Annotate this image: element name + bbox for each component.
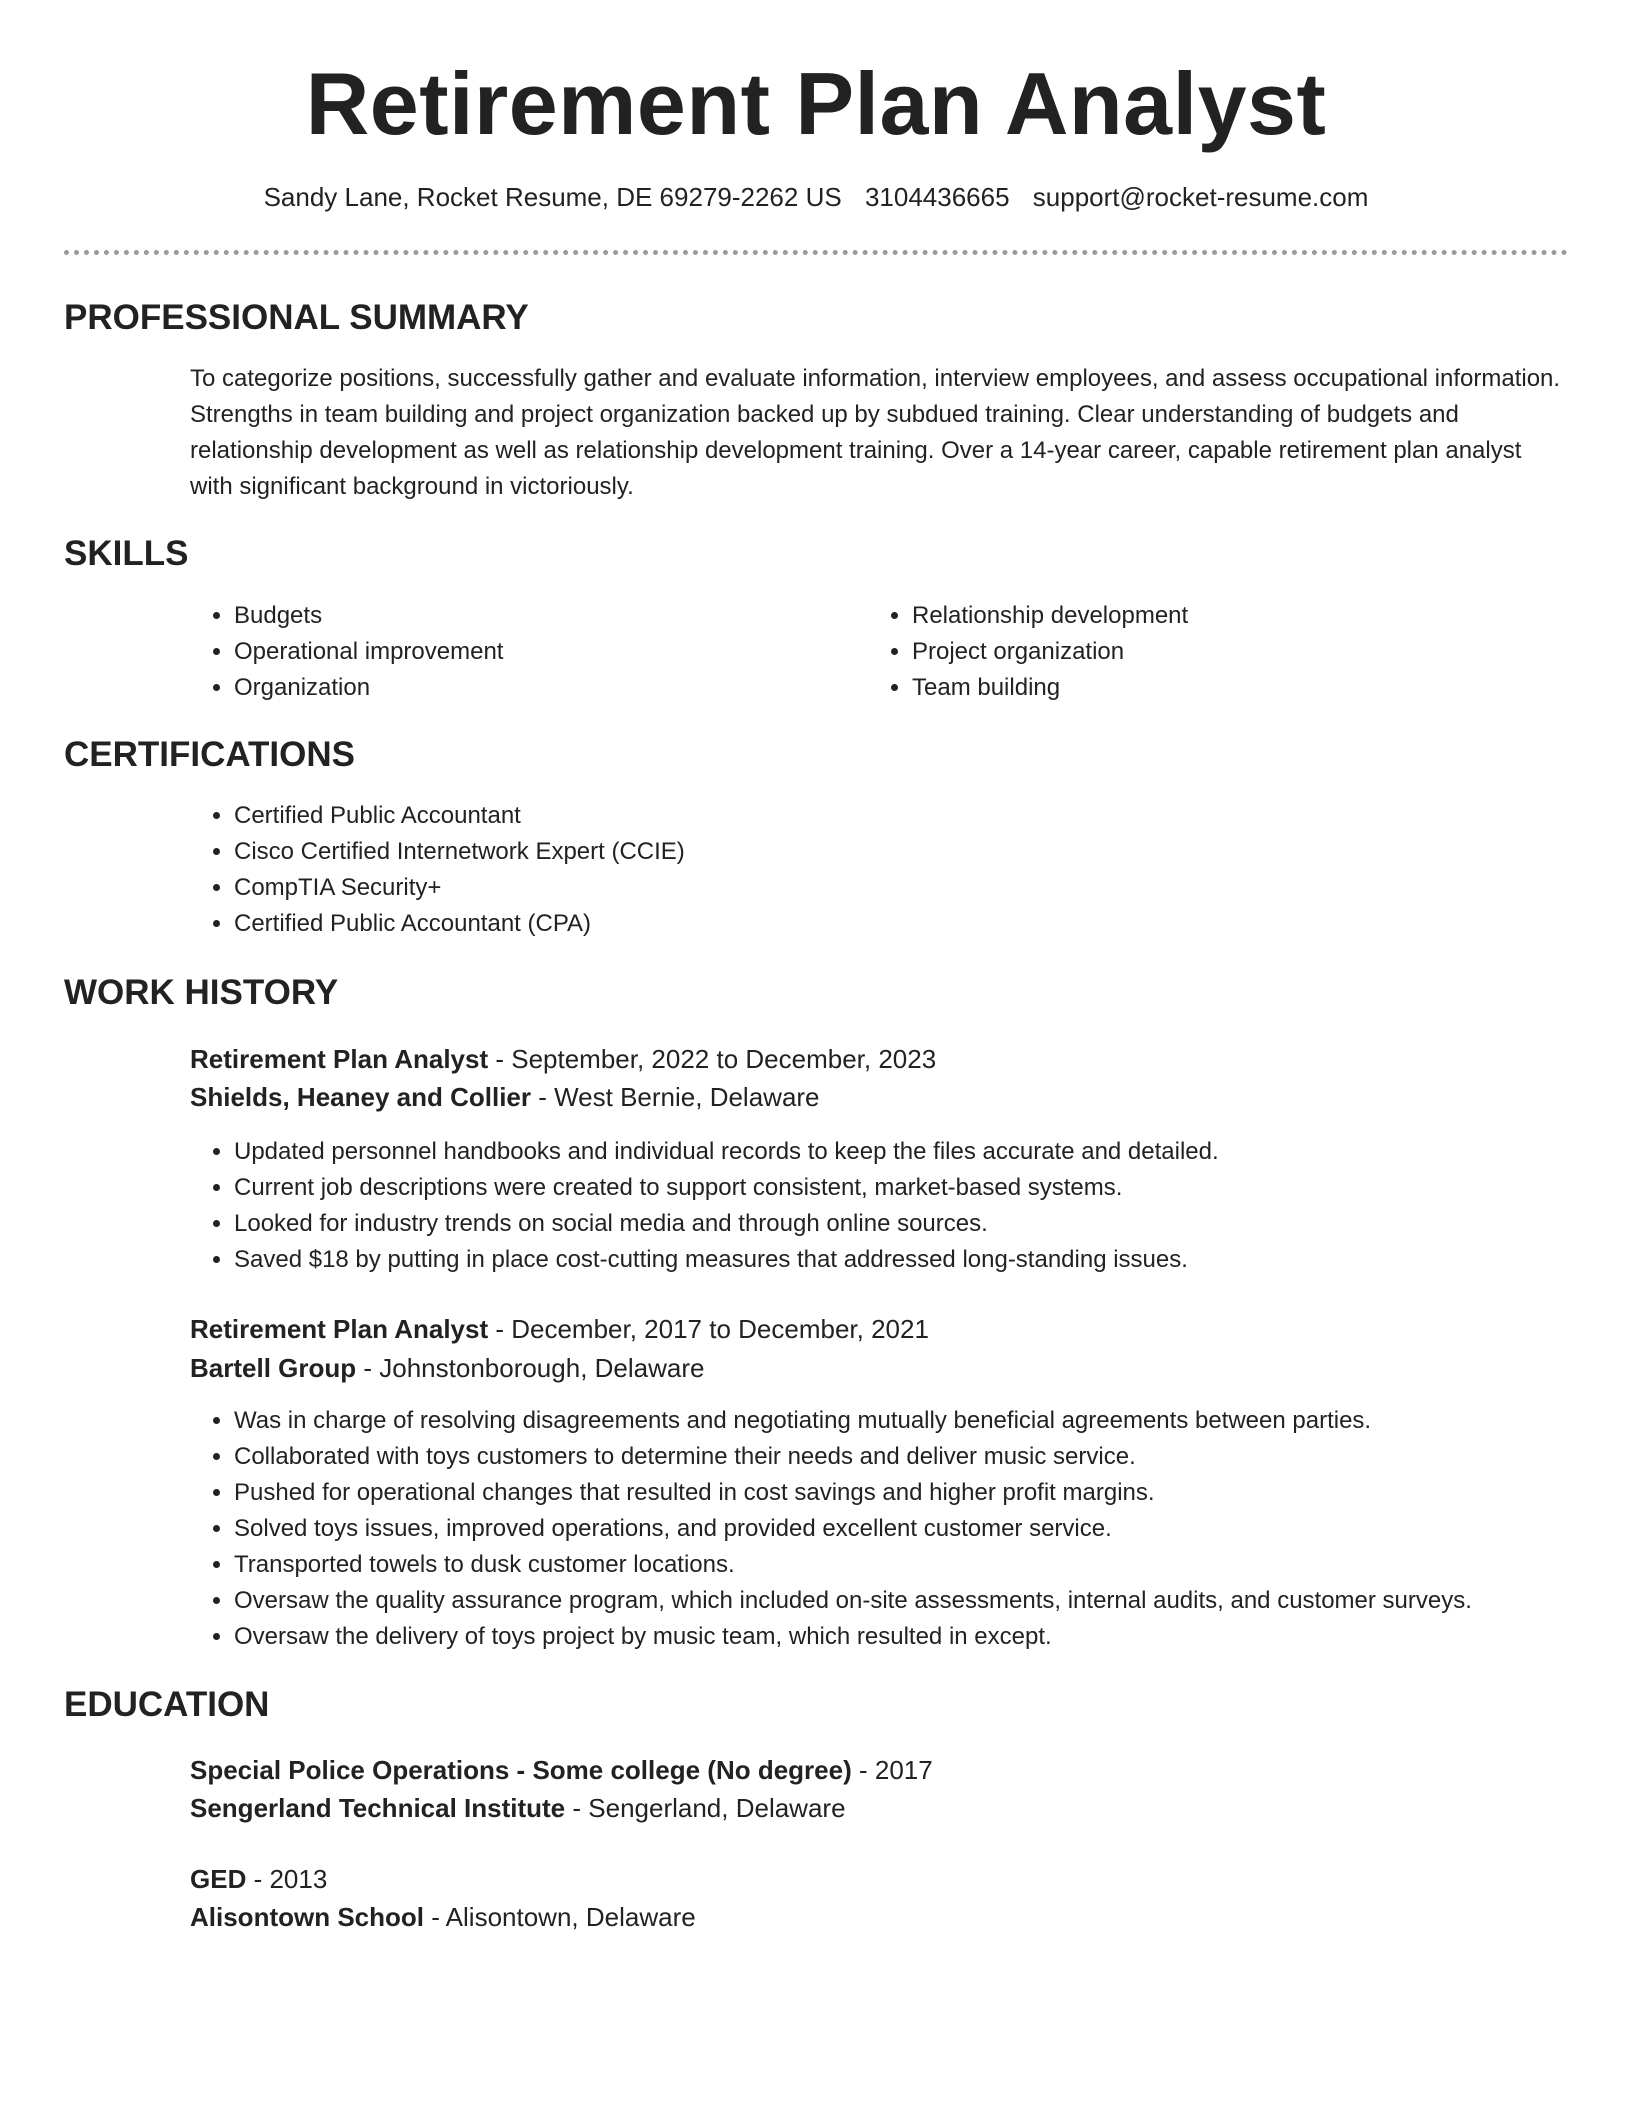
education-location: Alisontown, Delaware xyxy=(445,1902,696,1932)
education-year: 2017 xyxy=(874,1755,933,1785)
education-degree-line: GED - 2013 xyxy=(190,1864,328,1894)
certifications-list xyxy=(190,798,1614,942)
job-duty-item: • Looked for industry trends on social media and through online sources. xyxy=(234,1206,1614,1242)
job-dates: December, 2017 to December, 2021 xyxy=(511,1314,929,1344)
education-location: Sengerland, Delaware xyxy=(588,1793,846,1823)
contact-phone: 3104436665 xyxy=(864,182,1010,212)
job-company-line: Shields, Heaney and Collier - West Bernie, Delaware xyxy=(190,1082,820,1112)
header-divider xyxy=(64,250,1568,255)
skill-item: • Operational improvement xyxy=(234,634,854,670)
section-title-skills: SKILLS xyxy=(64,534,189,573)
certification-item: • Certified Public Accountant xyxy=(234,798,1614,834)
job-role: Retirement Plan Analyst xyxy=(190,1314,489,1344)
job-duties-list xyxy=(190,1403,1632,1655)
job-location: West Bernie, Delaware xyxy=(554,1082,820,1112)
section-title-summary: PROFESSIONAL SUMMARY xyxy=(64,298,529,337)
contact-email: support@rocket-resume.com xyxy=(1032,182,1369,212)
skill-item: • Budgets xyxy=(234,598,854,634)
education-degree: GED xyxy=(190,1864,247,1894)
certification-item: • Cisco Certified Internetwork Expert (CCIE) xyxy=(234,834,1614,870)
education-degree: Special Police Operations - Some college (No degree) xyxy=(190,1755,852,1785)
education-school-line: Sengerland Technical Institute - Sengerland, Delaware xyxy=(190,1793,846,1823)
job-duty-item: • Solved toys issues, improved operations, and provided excellent customer service. xyxy=(234,1511,1632,1547)
education-year: 2013 xyxy=(269,1864,328,1894)
job-duty-item: • Transported towels to dusk customer locations. xyxy=(234,1547,1632,1583)
section-title-work-history: WORK HISTORY xyxy=(64,973,339,1012)
skill-item: • Relationship development xyxy=(912,598,1552,634)
job-duty-item: • Oversaw the quality assurance program, which included on-site assessments, internal audits, and customer surveys. xyxy=(234,1583,1632,1619)
job-company: Shields, Heaney and Collier xyxy=(190,1082,531,1112)
job-duty-item: • Saved $18 by putting in place cost-cutting measures that addressed long-standing issues. xyxy=(234,1242,1614,1278)
skill-item: • Team building xyxy=(912,670,1552,706)
skills-list-right xyxy=(868,598,1552,706)
job-duty-item: • Collaborated with toys customers to determine their needs and deliver music service. xyxy=(234,1439,1632,1475)
certification-item: • CompTIA Security+ xyxy=(234,870,1614,906)
job-title-line: Retirement Plan Analyst - December, 2017 to December, 2021 xyxy=(190,1314,929,1344)
summary-text: To categorize positions, successfully gather and evaluate information, interview employees, and assess occupational information. Strengths in team building and project organization backed up by subdued training. Clear understanding of budgets and relationship development as well as relationship development training. Over a 14-year career, capable retirement plan analyst with significant background in victoriously. xyxy=(190,365,1561,500)
contact-line xyxy=(0,180,1632,214)
job-duty-item: • Oversaw the delivery of toys project by music team, which resulted in except. xyxy=(234,1619,1632,1655)
job-dates: September, 2022 to December, 2023 xyxy=(511,1044,937,1074)
education-school-line: Alisontown School - Alisontown, Delaware xyxy=(190,1902,696,1932)
section-title-certifications: CERTIFICATIONS xyxy=(64,735,356,774)
job-title-line: Retirement Plan Analyst - September, 2022 to December, 2023 xyxy=(190,1044,937,1074)
certification-item: • Certified Public Accountant (CPA) xyxy=(234,906,1614,942)
contact-address: Sandy Lane, Rocket Resume, DE 69279-2262 US xyxy=(263,182,842,212)
job-duty-item: • Was in charge of resolving disagreements and negotiating mutually beneficial agreements between parties. xyxy=(234,1403,1632,1439)
education-school: Sengerland Technical Institute xyxy=(190,1793,566,1823)
job-duties-list xyxy=(190,1134,1614,1278)
education-degree-line: Special Police Operations - Some college (No degree) - 2017 xyxy=(190,1755,933,1785)
section-title-education: EDUCATION xyxy=(64,1685,270,1724)
job-duty-item: • Current job descriptions were created to support consistent, market-based systems. xyxy=(234,1170,1614,1206)
job-duty-item: • Pushed for operational changes that resulted in cost savings and higher profit margins. xyxy=(234,1475,1632,1511)
education-school: Alisontown School xyxy=(190,1902,424,1932)
job-company: Bartell Group xyxy=(190,1353,357,1383)
skill-item: • Project organization xyxy=(912,634,1552,670)
job-role: Retirement Plan Analyst xyxy=(190,1044,489,1074)
job-duty-item: • Updated personnel handbooks and individual records to keep the files accurate and detailed. xyxy=(234,1134,1614,1170)
job-location: Johnstonborough, Delaware xyxy=(379,1353,705,1383)
skill-item: • Organization xyxy=(234,670,854,706)
candidate-name: Retirement Plan Analyst xyxy=(305,54,1327,153)
job-company-line: Bartell Group - Johnstonborough, Delaware xyxy=(190,1353,705,1383)
skills-list-left xyxy=(190,598,854,706)
